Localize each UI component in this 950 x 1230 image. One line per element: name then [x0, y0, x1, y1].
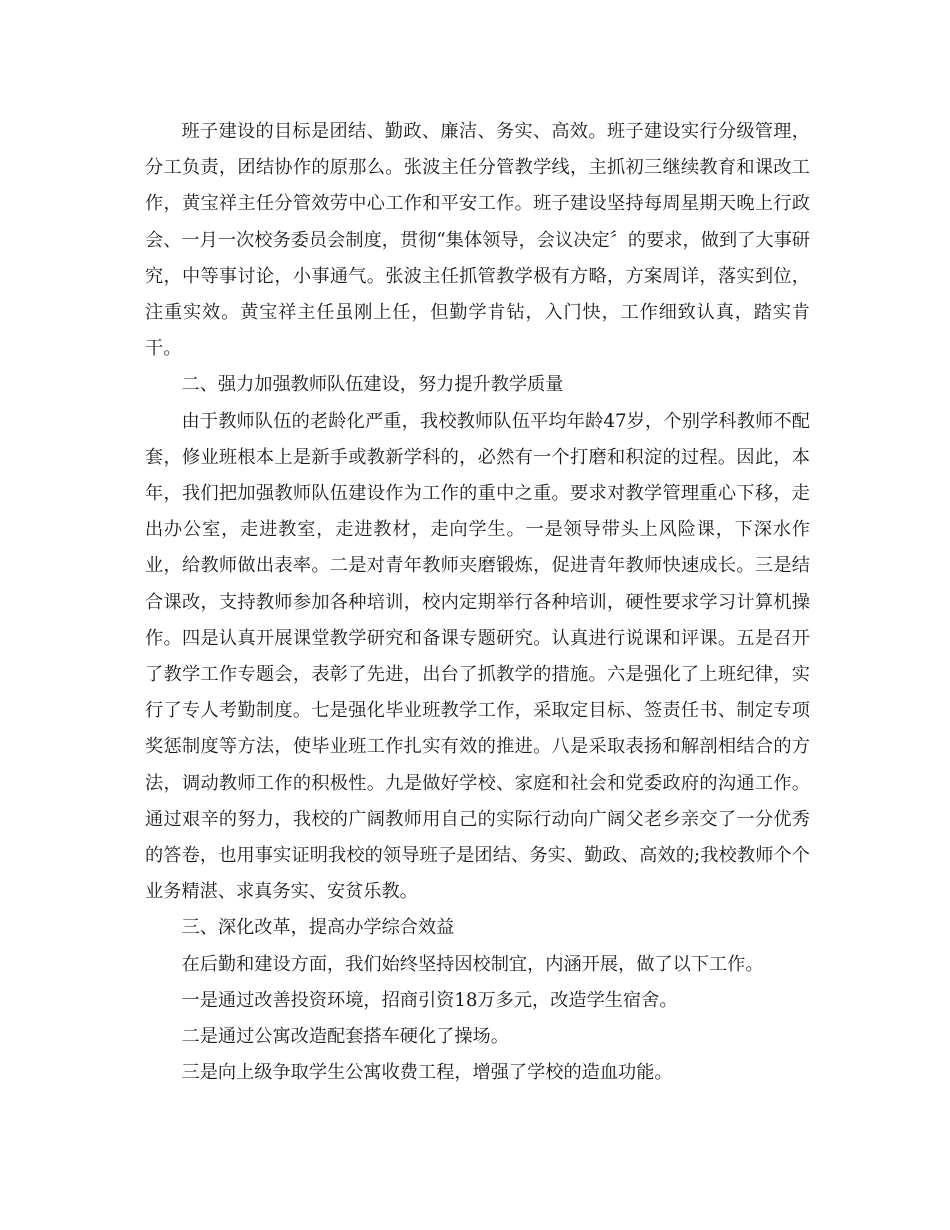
list-item-investment: 一是通过改善投资环境，招商引资18万多元，改造学生宿舍。: [181, 989, 678, 1011]
paragraph-logistics-intro: 在后勤和建设方面，我们始终坚持因校制宜，内涵开展，做了以下工作。: [181, 953, 764, 975]
paragraph-teacher-team: 由于教师队伍的老龄化严重，我校教师队伍平均年龄47岁，个别学科教师不配套，修业班根本上是新手或教新学科的，必然有一个打磨和积淀的过程。因此，本年，我们把加强教师队伍建设作为工作的重中之重。要求对教学管理重心下移，走出办公室，走进教室，走进教材，走向学生。一是领导带头上风险课，下深水作业，给教师做出表率。二是对青年教师夹磨锻炼，促进青年教师快速成长。三是结合课改，支持教师参加各种培训，校内定期举行各种培训，硬性要求学习计算机操作。四是认真开展课堂教学研究和备课专题研究。认真进行说课和评课。五是召开了教学工作专题会，表彰了先进，出台了抓教学的措施。六是强化了上班纪律，实行了专人考勤制度。七是强化毕业班教学工作，采取定目标、签责任书、制定专项奖惩制度等方法，使毕业班工作扎实有效的推进。八是采取表扬和解剖相结合的方法，调动教师工作的积极性。九是做好学校、家庭和社会和党委政府的沟通工作。通过艰辛的努力，我校的广阔教师用自己的实际行动向广阔父老乡亲交了一分优秀的答卷，也用事实证明我校的领导班子是团结、务实、勤政、高效的;我校教师个个业务精湛、求真务实、安贫乐教。: [145, 410, 810, 903]
list-item-dormitory-fees: 三是向上级争取学生公寓收费工程，增强了学校的造血功能。: [181, 1062, 673, 1084]
paragraph-leadership-goals: 班子建设的目标是团结、勤政、廉洁、务实、高效。班子建设实行分级管理，分工负责，团结协作的原那么。张波主任分管教学线，主抓初三继续教育和课改工作，黄宝祥主任分管效劳中心工作和平安工作。班子建设坚持每周星期天晚上行政会、一月一次校务委员会制度，贯彻“集体领导，会议决定〞的要求，做到了大事研究，中等事讨论，小事通气。张波主任抓管教学极有方略，方案周详，落实到位，注重实效。黄宝祥主任虽刚上任，但勤学肯钻，入门快，工作细致认真，踏实肯干。: [145, 121, 810, 360]
document-body: [145, 114, 810, 1091]
list-item-playground: 二是通过公寓改造配套搭车硬化了操场。: [181, 1026, 509, 1048]
section-heading-teacher-team: 二、强力加强教师队伍建设，努力提升教学质量: [181, 374, 564, 396]
section-heading-reform: 三、深化改革，提高办学综合效益: [181, 917, 455, 939]
